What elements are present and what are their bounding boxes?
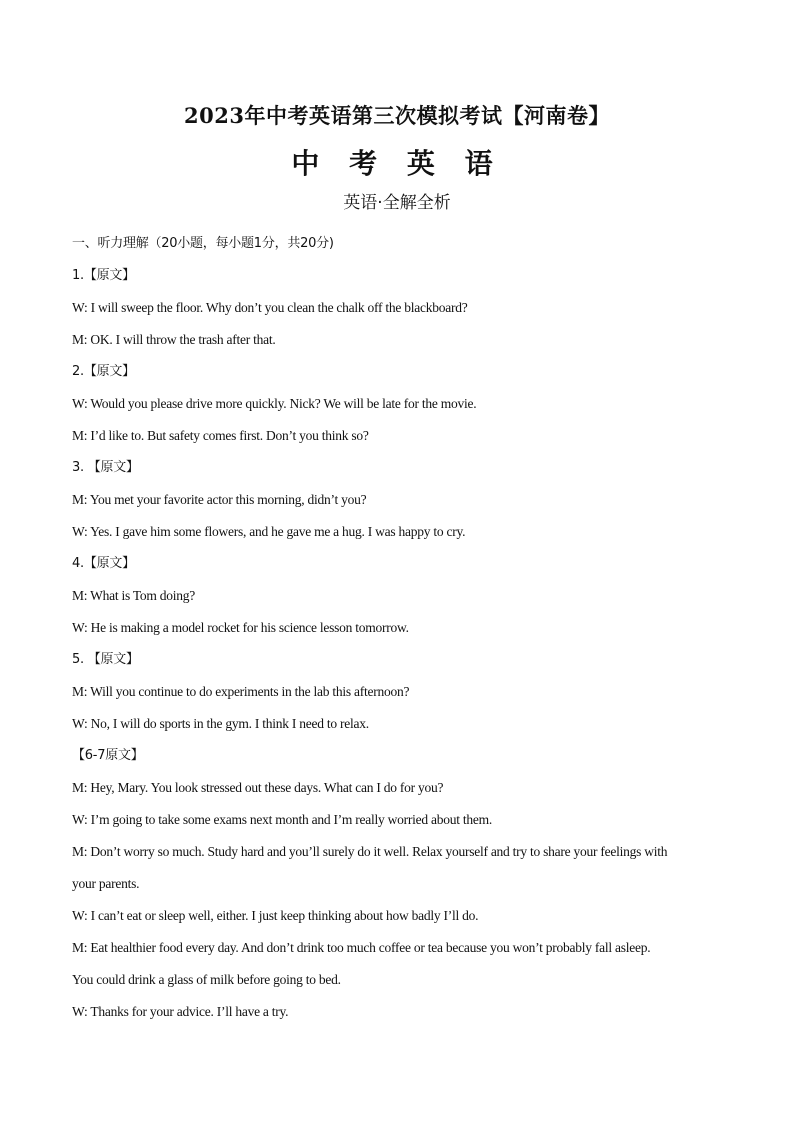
question-label: 4.【原文】 (72, 556, 135, 571)
dialogue-line: M: Don’t worry so much. Study hard and you’ll surely do it well. Relax yourself and try to share your feelings with (72, 844, 668, 859)
dialogue-line: W: He is making a model rocket for his science lesson tomorrow. (72, 620, 409, 635)
dialogue-line: W: I can’t eat or sleep well, either. I just keep thinking about how badly I’ll do. (72, 908, 479, 923)
dialogue-line: M: What is Tom doing? (72, 588, 196, 603)
question-label: 5. 【原文】 (72, 652, 139, 667)
dialogue-line: W: I’m going to take some exams next month and I’m really worried about them. (72, 812, 493, 827)
subtitle: 英语·全解全析 (343, 193, 451, 213)
question-label: 2.【原文】 (72, 364, 135, 379)
document-body (72, 228, 732, 1028)
dialogue-line: W: No, I will do sports in the gym. I think I need to relax. (72, 716, 369, 731)
dialogue-line: M: Will you continue to do experiments in the lab this afternoon? (72, 684, 410, 699)
dialogue-line: W: Yes. I gave him some flowers, and he gave me a hug. I was happy to cry. (72, 524, 466, 539)
transcript-lines (72, 260, 732, 1028)
question-label: 1.【原文】 (72, 268, 135, 283)
main-title: 中 考 英 语 (291, 147, 503, 180)
section-heading: 一、听力理解（20小题，每小题1分，共20分) (72, 236, 334, 251)
dialogue-line: your parents. (72, 876, 140, 891)
dialogue-line: You could drink a glass of milk before going to bed. (72, 972, 341, 987)
dialogue-line: M: OK. I will throw the trash after that. (72, 332, 276, 347)
dialogue-line: W: Would you please drive more quickly. Nick? We will be late for the movie. (72, 396, 477, 411)
question-label: 3. 【原文】 (72, 460, 139, 475)
dialogue-line: M: Hey, Mary. You look stressed out these days. What can I do for you? (72, 780, 444, 795)
dialogue-line: W: I will sweep the floor. Why don’t you clean the chalk off the blackboard? (72, 300, 468, 315)
dialogue-line: M: I’d like to. But safety comes first. Don’t you think so? (72, 428, 369, 443)
exam-title: 2023年中考英语第三次模拟考试【河南卷】 (184, 103, 610, 128)
question-label: 【6-7原文】 (72, 748, 144, 763)
dialogue-line: M: You met your favorite actor this morning, didn’t you? (72, 492, 367, 507)
dialogue-line: M: Eat healthier food every day. And don’t drink too much coffee or tea because you won’t probably fall asleep. (72, 940, 651, 955)
dialogue-line: W: Thanks for your advice. I’ll have a try. (72, 1004, 289, 1019)
